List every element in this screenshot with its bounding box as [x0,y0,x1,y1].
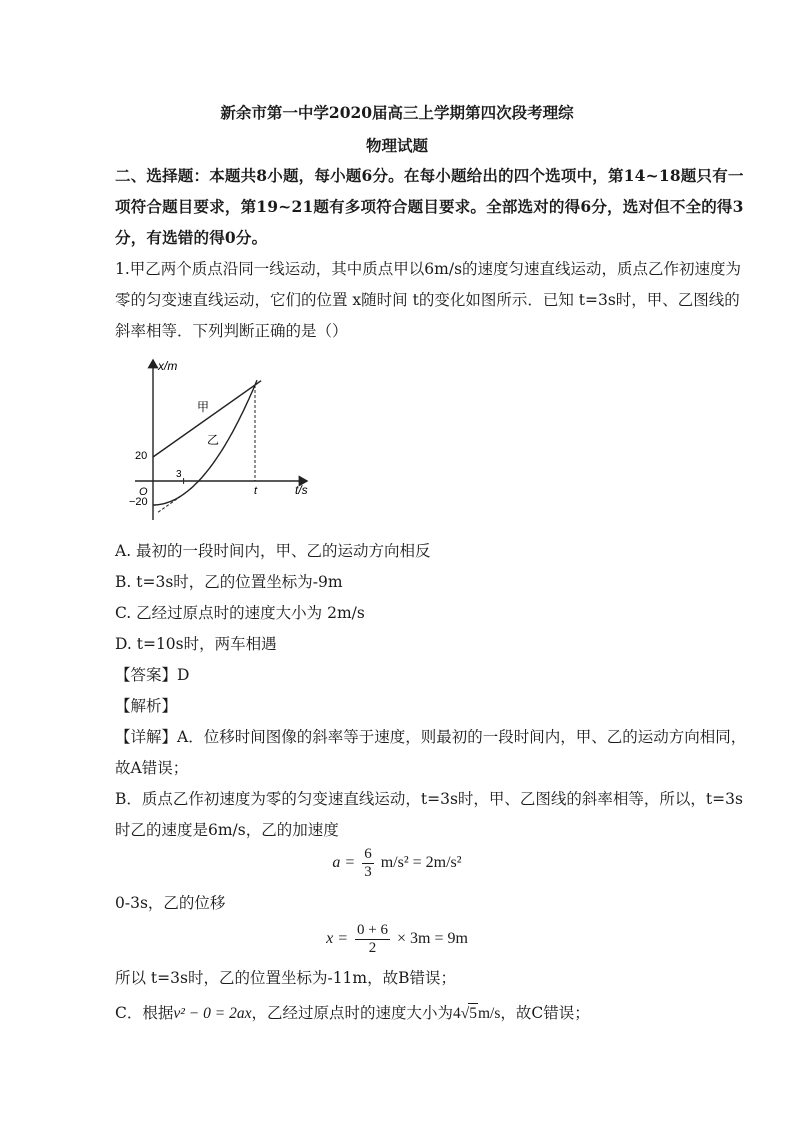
eq1-numerator: 6 [364,846,372,862]
detail-c-coef: 4 [452,1005,461,1022]
detail-a-line-2: 故A错误； [115,759,189,777]
answer: 【答案】D [115,666,190,684]
page-subtitle: 物理试题 [365,136,428,155]
option-b: B. t=3s时，乙的位置坐标为-9m [115,573,343,591]
detail-c-mid: ，乙经过原点时的速度大小为 [251,1004,453,1022]
option-d: D. t=10s时，两车相遇 [115,635,277,653]
option-a: A. 最初的一段时间内，甲、乙的运动方向相反 [115,542,431,560]
eq2-numerator: 0 + 6 [357,922,388,938]
section-instructions-line-2: 项符合题目要求，第19~21题有多项符合题目要求。全部选对的得6分，选对但不全的得3 [115,197,744,216]
eq1-fraction [362,846,374,881]
tick-label-t: t [254,485,258,497]
detail-c-unit: m/s [477,1005,501,1022]
section-instructions-line-3: 分，有选错的得0分。 [115,228,268,247]
detail-c-prefix: C．根据 [115,1004,174,1022]
displacement-range-line: 0-3s，乙的位移 [115,894,226,912]
detail-a-line-1: 【详解】A．位移时间图像的斜率等于速度，则最初的一段时间内，甲、乙的运动方向相同， [115,728,747,746]
eq2-lhs: x = [326,930,348,948]
eq1-rhs: m/s² = 2m/s² [380,854,462,872]
series-label-yi: 乙 [207,433,220,447]
y-axis-label: x/m [158,359,178,373]
tick-label-neg20: −20 [129,496,148,508]
detail-b-line-3: 所以 t=3s时，乙的位置坐标为-11m，故B错误； [115,969,457,987]
option-c: C. 乙经过原点时的速度大小为 2m/s [115,604,365,622]
curve-yi [153,380,257,505]
tick-label-3: 3 [176,469,182,480]
detail-c-root: 5 [469,1005,477,1022]
eq1-denominator: 3 [364,864,372,880]
equation-acceleration [0,846,794,881]
question-text-line-1: 1.甲乙两个质点沿同一线运动，其中质点甲以6m/s的速度匀速直线运动，质点乙作初速度为 [115,260,742,278]
xt-graph [115,352,325,522]
detail-c-formula: v² − 0 = 2ax [173,1005,252,1022]
tick-label-20: 20 [135,450,148,462]
detail-b-line-2: 时乙的速度是6m/s，乙的加速度 [115,821,339,839]
question-text-line-2: 零的匀变速直线运动，它们的位置 x随时间 t的变化如图所示．已知 t=3s时，甲、乙图线的 [115,291,740,309]
section-instructions-line-1: 二、选择题：本题共8小题，每小题6分。在每小题给出的四个选项中，第14~18题只有一 [115,166,744,185]
detail-c-line [115,1003,590,1024]
x-axis-label: t/s [295,483,308,497]
page-title: 新余市第一中学2020届高三上学期第四次段考理综 [220,103,574,122]
series-label-jia: 甲 [197,400,210,414]
equation-displacement [0,922,794,957]
eq2-denominator: 2 [368,940,377,956]
detail-c-suffix: ，故C错误； [500,1004,590,1022]
eq2-rhs: × 3m = 9m [396,930,468,948]
origin-label: O [139,486,148,498]
analysis-heading: 【解析】 [115,697,178,715]
detail-c-value: 4√5m/s [452,1005,501,1022]
question-text-line-3: 斜率相等．下列判断正确的是（） [115,322,348,340]
detail-b-line-1: B．质点乙作初速度为零的匀变速直线运动，t=3s时，甲、乙图线的斜率相等，所以，t=3s [115,790,743,808]
eq2-fraction [355,922,390,957]
eq1-lhs: a = [332,854,356,872]
